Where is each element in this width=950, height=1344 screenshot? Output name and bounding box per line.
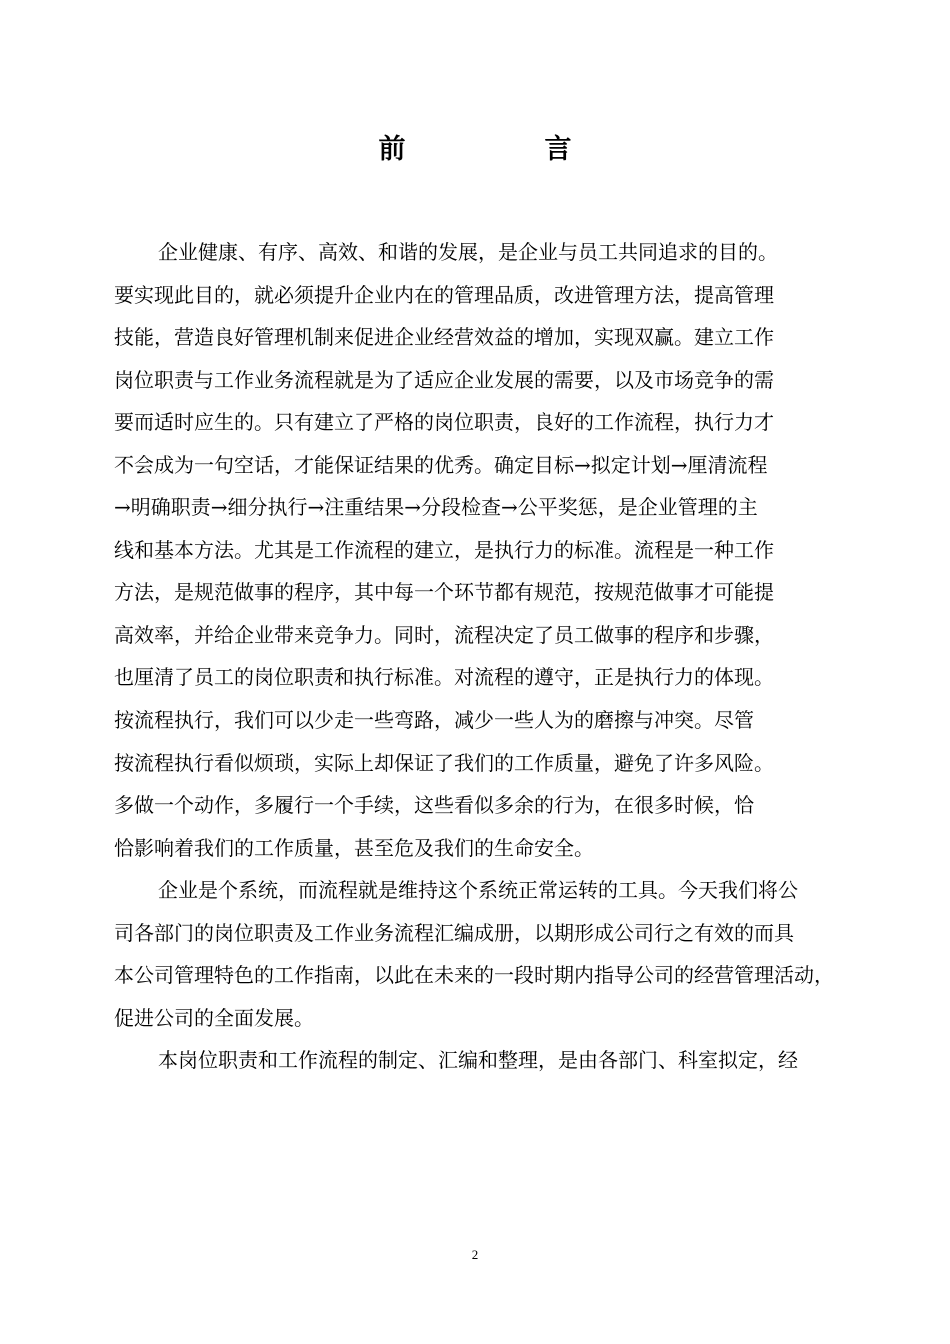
text-line: 企业是个系统，而流程就是维持这个系统正常运转的工具。今天我们将公 <box>158 878 798 903</box>
text-line: 技能，营造良好管理机制来促进企业经营效益的增加，实现双赢。建立工作 <box>114 325 774 350</box>
text-line: 按流程执行看似烦琐，实际上却保证了我们的工作质量，避免了许多风险。 <box>114 750 774 775</box>
text-line: 要实现此目的，就必须提升企业内在的管理品质，改进管理方法，提高管理 <box>114 282 774 307</box>
text-line: 促进公司的全面发展。 <box>114 1005 314 1030</box>
text-line: 岗位职责与工作业务流程就是为了适应企业发展的需要，以及市场竞争的需 <box>114 367 774 392</box>
text-line: 也厘清了员工的岗位职责和执行标准。对流程的遵守，正是执行力的体现。 <box>114 665 774 690</box>
text-line: 不会成为一句空话，才能保证结果的优秀。确定目标→拟定计划→厘清流程 <box>114 452 768 477</box>
text-line: 司各部门的岗位职责及工作业务流程汇编成册，以期形成公司行之有效的而具 <box>114 920 794 945</box>
preface-body <box>114 231 914 1082</box>
text-line: 企业健康、有序、高效、和谐的发展，是企业与员工共同追求的目的。 <box>158 240 778 264</box>
text-line: 线和基本方法。尤其是工作流程的建立，是执行力的标准。流程是一种工作 <box>114 537 774 562</box>
text-line: 高效率，并给企业带来竞争力。同时，流程决定了员工做事的程序和步骤， <box>114 622 774 647</box>
text-line: 本公司管理特色的工作指南，以此在未来的一段时期内指导公司的经营管理活动， <box>114 963 834 988</box>
text-line: 要而适时应生的。只有建立了严格的岗位职责，良好的工作流程，执行力才 <box>114 410 774 435</box>
text-line: 恰影响着我们的工作质量，甚至危及我们的生命安全。 <box>114 835 594 860</box>
page-title: 前 言 <box>378 134 628 165</box>
page-number: 2 <box>471 1247 479 1262</box>
text-line: 方法，是规范做事的程序，其中每一个环节都有规范，按规范做事才可能提 <box>114 580 774 605</box>
text-line: 按流程执行，我们可以少走一些弯路，减少一些人为的磨擦与冲突。尽管 <box>114 708 754 733</box>
text-line: 多做一个动作，多履行一个手续，这些看似多余的行为，在很多时候，恰 <box>114 793 754 818</box>
text-line: →明确职责→细分执行→注重结果→分段检查→公平奖惩，是企业管理的主 <box>114 495 758 520</box>
text-line: 本岗位职责和工作流程的制定、汇编和整理，是由各部门、科室拟定，经 <box>158 1048 798 1073</box>
